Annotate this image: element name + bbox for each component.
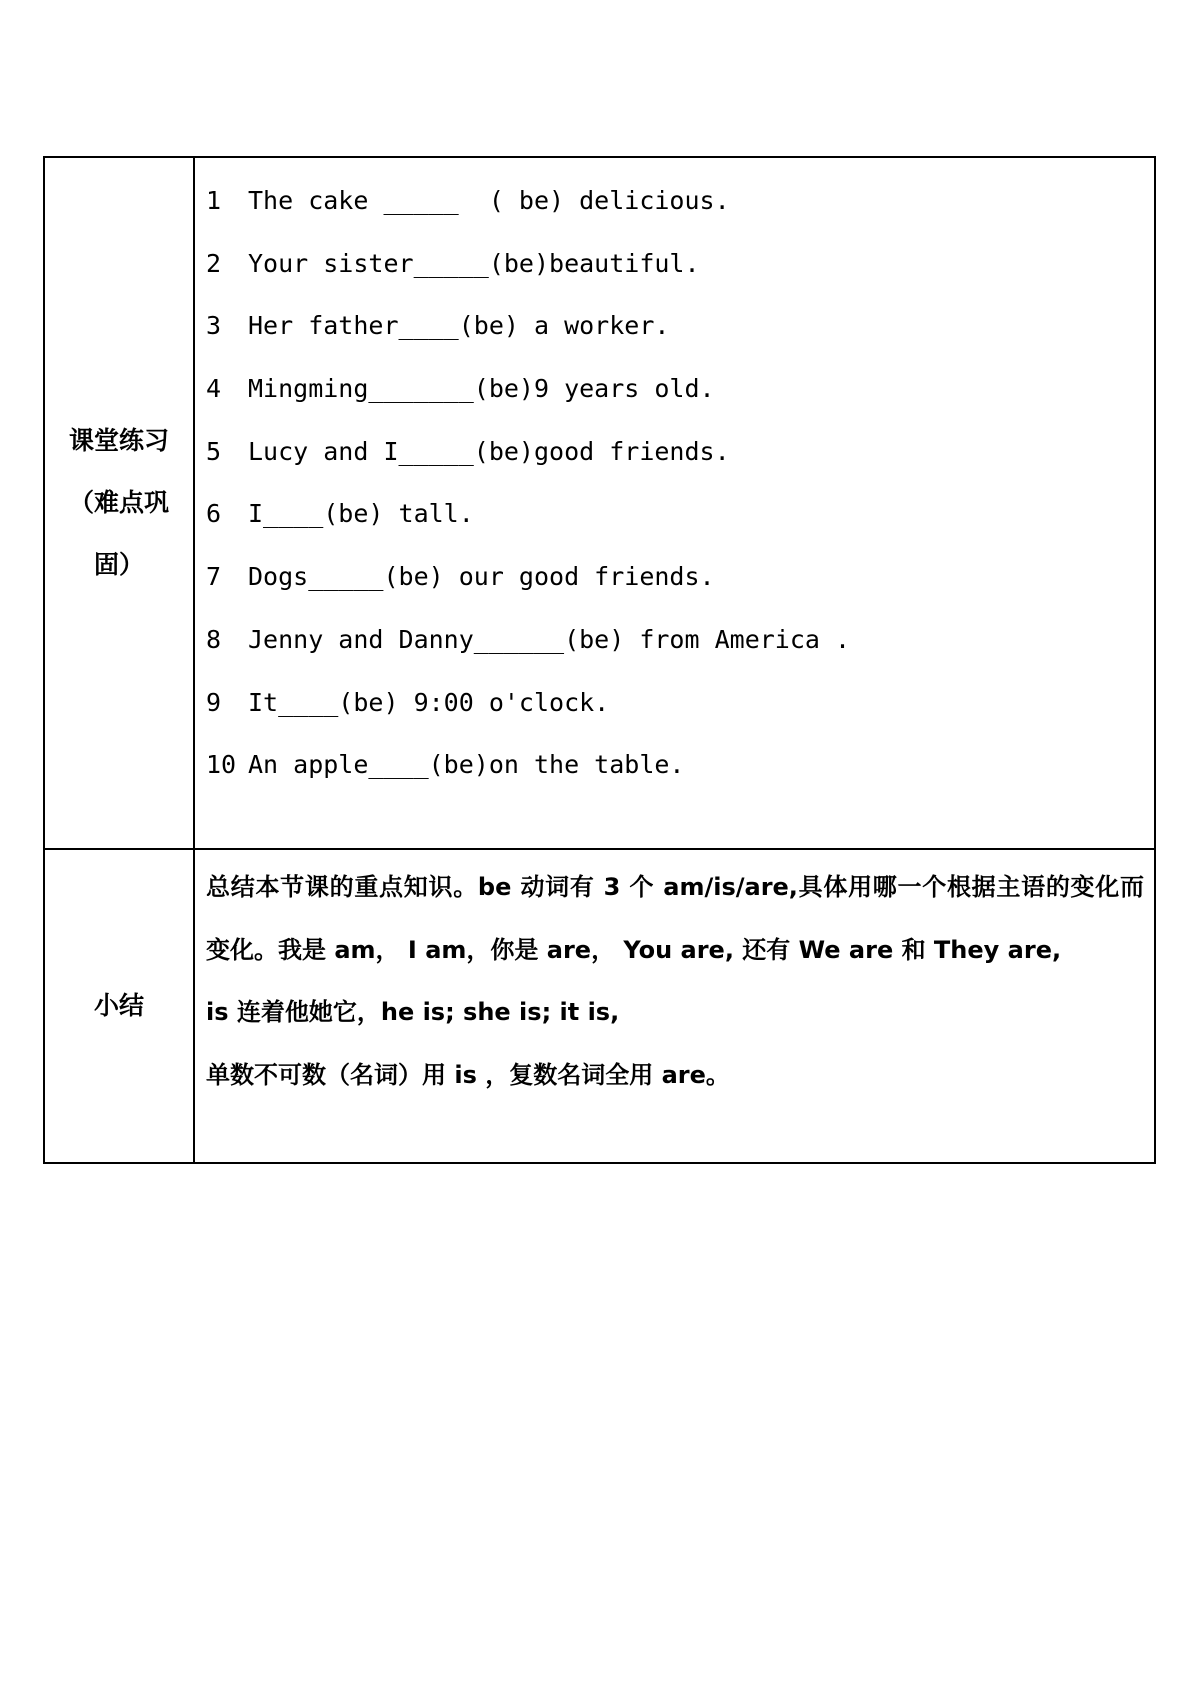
summary-label-cell	[44, 849, 194, 1163]
summary-label: 小结	[93, 991, 144, 1020]
practice-row	[44, 157, 1155, 849]
exercise-item	[206, 483, 1154, 546]
summary-content	[195, 850, 1154, 1106]
exercise-item	[206, 295, 1154, 358]
exercise-item	[206, 233, 1154, 296]
exercise-item	[206, 734, 1154, 797]
exercise-text: The cake _____ ( be) delicious.	[248, 186, 730, 215]
practice-label-cell	[44, 157, 194, 849]
exercise-number: 4	[206, 374, 222, 404]
exercise-text: An apple____(be)on the table.	[248, 750, 685, 780]
summary-paragraph: 总结本节课的重点知识。be 动词有 3 个 am/is/are,具体用哪一个根据主语的变化而变化。我是 am， I am，你是 are， You are, 还有 We are 和 They are,	[206, 873, 1144, 964]
worksheet-table	[43, 156, 1156, 1164]
summary-row	[44, 849, 1155, 1163]
exercise-number: 6	[206, 499, 222, 529]
exercise-text: Her father____(be) a worker.	[248, 311, 670, 341]
exercise-item	[206, 421, 1154, 484]
exercise-number: 5	[206, 436, 222, 466]
exercise-item	[206, 358, 1154, 421]
summary-content-cell	[194, 849, 1155, 1163]
exercise-number: 8	[206, 624, 222, 654]
exercise-text: Lucy and I_____(be)good friends.	[248, 436, 730, 466]
exercise-number: 10	[206, 750, 237, 780]
exercise-number: 2	[206, 248, 222, 278]
exercise-item	[206, 672, 1154, 735]
exercise-text: Jenny and Danny______(be) from America .	[248, 624, 851, 654]
exercise-text: Dogs_____(be) our good friends.	[248, 562, 715, 592]
exercise-number: 9	[206, 687, 222, 717]
practice-content-cell	[194, 157, 1155, 849]
exercise-list	[195, 158, 1154, 797]
exercise-item	[206, 546, 1154, 609]
exercise-item	[206, 609, 1154, 672]
exercise-text: Mingming_______(be)9 years old.	[248, 374, 715, 404]
summary-line-plural: 单数不可数（名词）用 is ，复数名词全用 are。	[206, 1060, 730, 1089]
exercise-number: 1	[206, 186, 222, 215]
exercise-number: 7	[206, 562, 222, 592]
exercise-text: Your sister_____(be)beautiful.	[248, 248, 700, 278]
exercise-item	[206, 170, 1154, 233]
exercise-text: It____(be) 9:00 o'clock.	[248, 687, 610, 717]
summary-line-is: is 连着他她它，he is; she is; it is,	[206, 998, 620, 1026]
exercise-text: I____(be) tall.	[248, 499, 474, 529]
practice-label: 课堂练习（难点巩固）	[68, 426, 169, 579]
exercise-number: 3	[206, 311, 222, 341]
